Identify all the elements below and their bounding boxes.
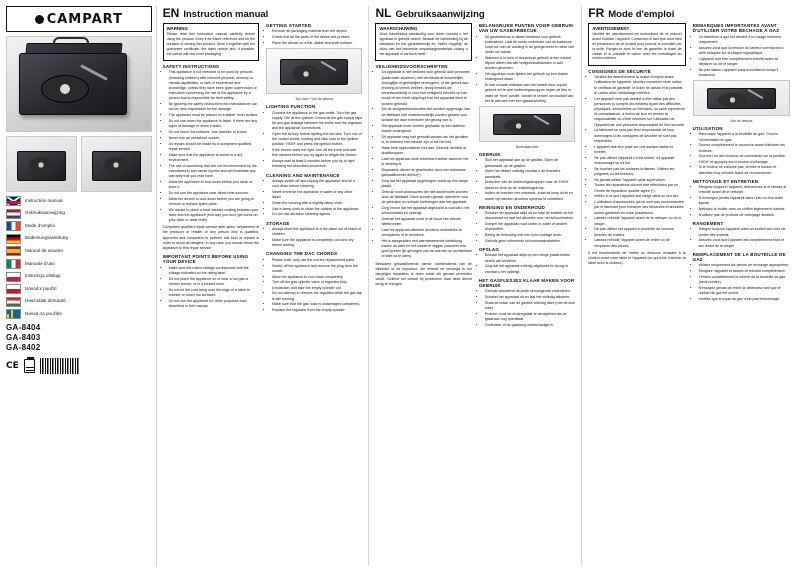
nl-section-heading: REINIGING EN ONDERHOUD xyxy=(478,204,545,210)
fr-heading xyxy=(588,6,790,20)
list-item: • Er kan schade ontstaan aan het toestel door onjuist gebruik en te veel bedieningsknoppen tegen de fles in vaste de 'front' positie, zonder te breken de koolstof van het te warmen met een gasaansluiting. xyxy=(485,83,575,104)
nl-section-use xyxy=(479,152,575,202)
brand-name: CAMPART xyxy=(46,11,123,27)
nl-section-list xyxy=(479,35,575,104)
list-item: • Gebruik geen schurende schoonmaakmiddelen. xyxy=(485,239,575,244)
list-item: • We advise to place a heat insulant coating between your table and the appliance (this way you don't get burns on your table or table cloth). xyxy=(169,208,259,224)
list-item: • This appliance is not intended to be used by persons (including children) with reduced physical, sensory or mental capabilities, or lack of experience and knowledge, unless they have been given supervision or instruction concerning the use of the appliance by a person that is responsible for their safety. xyxy=(169,70,259,101)
product-photo-thumb-1 xyxy=(6,136,77,192)
list-item: • Veillez à ce que l'appareil soit rangé dans un lieu sec. xyxy=(594,194,685,199)
en-section-heading: SAFETY INSTRUCTIONS xyxy=(162,63,220,69)
en-section-heading: CLEANING AND MAINTENANCE xyxy=(266,172,340,178)
en-section-safety xyxy=(163,64,259,251)
nl-section-heading: OPSLAG xyxy=(478,247,500,253)
list-item: • Indien de brander niet ontsteekt, draai de knop dicht en wacht vijf minuten alvorens opnieuw te ontsteken. xyxy=(485,191,575,201)
product-photo-thumb-2 xyxy=(81,136,152,192)
list-item: • Allow the device to cool down before you are going to remove or replace spare parts. xyxy=(169,197,259,207)
language-item xyxy=(6,209,152,219)
list-item: • Always store the appliance in a dry place out of reach of children. xyxy=(272,227,362,237)
brand-logo xyxy=(6,6,152,32)
nl-figure-caption: Bovenaanzicht xyxy=(515,144,539,149)
nl-section-list xyxy=(479,289,575,328)
list-item: • Reparaties dienen te geschieden door een bekwame gekwalificeerde dienst(*). xyxy=(381,168,471,178)
list-item: • Assurez-vous que la tension du secteur correspond à celle indiquée sur la plaque signalétique. xyxy=(699,46,790,56)
en-section-footnote: Competent qualified repair service after sales: department of the producer or retailer or any person who is qualified, approved and competent to perform this kind of repairs in order to avoid all dangers. In any case you should return the appliance to this repair service. xyxy=(162,225,260,250)
fr-section-cleaning xyxy=(693,179,790,218)
list-item: • Place the device on a flat, stable and level surface. xyxy=(272,41,362,46)
list-item: • Assurez-vous que l'appareil est complètement froid et sec avant de le ranger. xyxy=(699,238,790,248)
language-label: Mode d'emploi xyxy=(25,222,55,228)
en-section-list xyxy=(266,29,362,46)
list-item: • Make sure the mains voltage corresponds with the voltage indicated on the rating label. xyxy=(169,266,259,276)
fr-section-heading: REMPLACEMENT DE LA BOUTEILLE DE GAZ xyxy=(692,251,786,262)
list-item: • N'immergez jamais l'appareil dans l'eau ou tout autre liquide. xyxy=(699,196,790,206)
list-item: • Ce barbecue à gaz est destiné à un usage extérieur uniquement. xyxy=(699,35,790,45)
nl-section-storage xyxy=(479,247,575,275)
nl-body xyxy=(375,23,575,328)
list-item: • If the burner does not light, turn off the knob and wait five minutes before you try again to relight the burner. xyxy=(272,148,362,158)
list-item: • L'utilisation d'accessoires qui ne sont pas recommandés par le fabricant peut entraîner des blessures et annulera toutes garanties en votre possession. xyxy=(594,200,685,216)
fr-section-footnote: Il est recommandé de mettre un dessous résistant à la chaleur entre votre table et l'appareil (ce qui évite d'abîmer la table avec la chaleur). xyxy=(588,250,686,266)
list-item: • Éteignez toujours l'appareil, débranchez-le et laissez-le refroidir avant de le nettoyer. xyxy=(699,185,790,195)
list-item: • Veuillez lire attentivement la notice d'emploi avant l'utilisation de l'appareil. Veuillez conserver cette notice, le certificat de garantie, le ticket de caisse et si possible, le carton avec l'emballage intérieur. xyxy=(594,75,685,96)
fr-body xyxy=(588,23,790,302)
list-item: • Ouvrez complètement le couvercle avant d'allumer les brûleurs. xyxy=(699,143,790,153)
language-item xyxy=(6,272,152,282)
weee-bin-icon xyxy=(24,359,35,373)
language-label: Instruction manual xyxy=(25,197,63,203)
flag-hu-icon xyxy=(6,297,21,307)
list-item: • Never immerse the appliance in water or any other liquid. xyxy=(272,190,362,200)
flag-it-icon xyxy=(6,259,21,269)
list-item: • Si le brûleur ne s'allume pas, fermez le bouton et attendez cinq minutes avant de recommencer. xyxy=(699,165,790,175)
list-item: • All repairs should be made by a competent qualified repair service. xyxy=(169,142,259,152)
list-item: • Laat het apparaat afkoelen alvorens onderdelen te verwijderen of te monteren. xyxy=(381,228,471,238)
list-item: • Do not place the appliance on or near a hot gas or electric burner, or in a heated oven. xyxy=(169,277,259,287)
list-item: • Laissez refroidir l'appareil avant de retirer ou de remplacer des pièces. xyxy=(594,238,685,248)
mini-disc-shape xyxy=(29,157,53,173)
list-item: • Connect the appliance to the gas bottle. Turn the gas supply 'ON' at the cylinder. Check all the gas supply taps for any gas leakage between the bottle and the regulator and the appliance connections. xyxy=(272,111,362,132)
en-figure-caption: Top view / Vue du dessus xyxy=(295,97,334,102)
fr-figure-caption: Vue du dessus xyxy=(730,118,753,123)
list-item: • Gebruik het apparaat nooit in de buurt van directe hittebronnen. xyxy=(381,217,471,227)
list-item: • N'essayez jamais de retirer le détendeur tant que le robinet de gaz est ouvert. xyxy=(699,286,790,296)
logo-dot-icon xyxy=(35,15,44,24)
list-item: • Draai één van de bedieningsknoppen naar de 'HIGH' stand en druk op de ontstekingsknop. xyxy=(485,180,575,190)
list-item: • Allow the appliance to cool down before you clean or store it. xyxy=(169,180,259,190)
list-item: • Make sure the appliance is completely cool and dry before storing. xyxy=(272,238,362,248)
nl-title: Gebruiksaanwijzing xyxy=(395,9,485,20)
list-item: • N'utilisez pas de produits de nettoyage abrasifs. xyxy=(699,213,790,218)
nl-section-cleaning xyxy=(479,205,575,244)
nl-heading xyxy=(375,6,575,20)
fr-warning-box xyxy=(588,23,685,66)
nl-warning-text: Deze handleiding aandachtig door lezen voordat u het apparaat in gebruik neemt. Bewaar de handleiding bij de kassabon en het garantiebewijs en, indien mogelijk, de doos met het binnenste verpakkingsmateriaal zolang u het apparaat in uw bezit heeft. xyxy=(379,32,468,56)
list-item: • Dompel het apparaat nooit onder in water of andere vloeistoffen. xyxy=(485,222,575,232)
list-item: • Het apparaat moet worden geplaatst op een stabiele, vlakke ondergrond. xyxy=(381,124,471,134)
list-item: • Make sure that the appliance is stored in a dry environment. xyxy=(169,153,259,163)
list-item: • Bewaar het apparaat altijd op een droge plaats buiten bereik van kinderen. xyxy=(485,253,575,263)
list-item: • Do not use abrasive cleaning agents. xyxy=(272,212,362,217)
en-language-code: EN xyxy=(162,6,180,20)
en-section-heading: GETTING STARTED xyxy=(266,23,312,28)
list-item: • Als de veiligheidsinstructies niet worden opgevolgd, kan de fabrikant niet verantwoordelijk worden gesteld voor schade die daar eventueel het gevolg van is. xyxy=(381,107,471,123)
list-item: • Ne pas utiliser l'appareil s'il est tombé, s'il apparaît endommagé ou s'il fuit. xyxy=(594,156,685,166)
list-item: • Ne pas utiliser cet appareil à proximité de sources directes de chaleur. xyxy=(594,227,685,237)
list-item: • Éteignez l'appareil et laissez-le refroidir complètement. xyxy=(699,269,790,274)
flag-nl-icon xyxy=(6,209,21,219)
list-item: • Dit gasbarbecue is alleen bestemd voor gebruik buitenshuis. Laat de ronde onderkant van de barbecue nooit toe met de voeding in de gelegenheid en deze niet onder uw hoede. xyxy=(485,35,575,56)
fr-language-code: FR xyxy=(588,6,605,20)
fr-section-list xyxy=(693,263,790,302)
flag-gb-icon xyxy=(6,196,21,206)
list-item: • Fermez complètement le robinet de la bouteille de gaz (sens horaire). xyxy=(699,275,790,285)
product-column xyxy=(6,6,156,566)
ce-mark-icon: CE xyxy=(6,361,19,372)
product-thumbnails xyxy=(6,136,152,192)
en-warning-box xyxy=(163,23,259,61)
list-item: • Zorg dat het apparaat volledig afgekoeld en droog is voordat u het opbergt. xyxy=(485,264,575,274)
model-number: GA-8404 xyxy=(6,323,41,333)
language-label: Manual de usuario xyxy=(25,248,63,254)
en-section-important xyxy=(163,254,259,309)
list-item: • Dit apparaat is niet bedoeld voor gebruik door personen (waaronder kinderen) met verminderde lichamelijke, zintuiglijke of geestelijke vermogens, of die gebrek aan ervaring of kennis hebben, tenzij iemand die verantwoordelijk is voor hun veiligheid toezicht op hen houdt of hen heeft uitgelegd hoe het apparaat dient te worden gebruikt. xyxy=(381,70,471,106)
en-section-heading: IMPORTANT POINTS BEFORE USING YOUR DEVICE xyxy=(162,254,249,265)
list-item: • Never use an unearthed socket. xyxy=(169,136,259,141)
nl-section-important xyxy=(479,23,575,149)
language-label: Návod na použitie xyxy=(25,311,62,317)
list-item: • Do not use the appliance for other purposes than described in this manual. xyxy=(169,299,259,309)
list-item: • Schakel het apparaat uit en laat het volledig afkoelen. xyxy=(485,295,575,300)
fr-section-gas xyxy=(693,252,790,302)
en-section-heading: LIGHTING FUNCTION xyxy=(266,104,316,110)
language-column-nl xyxy=(368,6,581,566)
list-item: • Laissez refroidir l'appareil avant de le nettoyer ou de le ranger. xyxy=(594,216,685,226)
en-section-list xyxy=(163,70,259,223)
fr-section-heading: REMARQUES IMPORTANTES AVANT D'UTILISER VOTRE BÉCHAGE À GAZ xyxy=(692,23,780,34)
nl-section-footnote: Bekwame gekwalificeerde dienst: klantendienst van de fabrikant of de importeur, die erkend en bevoegd is om dergelijke reparaties te doen zodat elk gevaar vermeden wordt. Gelieve het toestel bij problemen naar deze dienst terug te brengen. xyxy=(375,261,472,287)
list-item: • Zorg ervoor dat het apparaat afgekoeld is voordat u het schoonmaakt en opbergt. xyxy=(381,206,471,216)
fr-section-list xyxy=(693,185,790,218)
en-section-list xyxy=(266,179,362,218)
language-label: Instrukcja obsługi xyxy=(25,273,61,279)
nl-device-diagram xyxy=(479,106,575,142)
fr-section-heading: RANGEMENT xyxy=(692,221,724,227)
list-item: • The use of accessory that are not recommended by the manufacturer can cause injuries and will invalidate any warranty that you may have. xyxy=(169,164,259,180)
flag-cz-icon xyxy=(6,284,21,294)
list-item: • Toutes les réparations doivent être effectuées par un Centre de réparation qualifié agréé (*). xyxy=(594,183,685,193)
en-section-changing xyxy=(266,251,362,313)
nl-warning-box xyxy=(375,23,471,61)
barcode-icon xyxy=(40,358,80,374)
en-body xyxy=(163,23,363,314)
columns-container xyxy=(6,6,796,566)
list-item: • Le fabricant ne sera pas tenu responsable de tous dommages si les consignes de sécurité ne sont pas respectées. xyxy=(594,128,685,144)
en-device-diagram xyxy=(266,48,362,94)
list-item: • Replace the regulator from the empty cylinder. xyxy=(272,308,362,313)
fr-title: Mode d'emploi xyxy=(608,9,675,20)
list-item: • Do not use the appliance near direct heat sources. xyxy=(169,191,259,196)
list-item: • Remove all packaging material from the device. xyxy=(272,29,362,34)
language-item xyxy=(6,309,152,319)
list-item: • Wanneer u in huis of binnenhuis gebruik is een toestel blijven alleen dat alle veiligheidsafstanden in acht worden genomen. xyxy=(485,56,575,72)
list-item: • Do not touch hot surfaces. Use handles or knobs. xyxy=(169,130,259,135)
list-item: • Allow the appliance to cool down completely. xyxy=(272,275,362,280)
en-section-storage xyxy=(266,221,362,249)
en-section-heading: CHANGING THE DAC CHORDS xyxy=(266,251,338,257)
list-item: • Dit apparaat mag niet gebruikt worden als het gevallen is, er tekenen van schade zijn of als het lekt. xyxy=(381,135,471,145)
list-item: • Always switch off and unplug the appliance and let it cool down before cleaning. xyxy=(272,179,362,189)
list-item: • Gebruik uitsluitend de juiste vervangende onderdelen. xyxy=(485,289,575,294)
en-title: Instruction manual xyxy=(183,9,269,20)
language-label: Návod k použití xyxy=(25,285,57,291)
list-item: • By ignoring the safety instructions the manufacturer can not be held responsible for the damage. xyxy=(169,102,259,112)
en-section-getting-started xyxy=(266,23,362,101)
model-number: GA-8403 xyxy=(6,333,41,343)
en-section-list xyxy=(163,266,259,309)
flag-pl-icon xyxy=(6,272,21,282)
flag-es-icon xyxy=(6,246,21,256)
language-item xyxy=(6,234,152,244)
list-item: • Raccordez l'appareil à la bouteille de gaz. Ouvrez l'alimentation en gaz. xyxy=(699,132,790,142)
list-item: • Clean the housing with a slightly damp cloth. xyxy=(272,201,362,206)
list-item: • Utilisez uniquement les pièces de rechange appropriées. xyxy=(699,263,790,268)
platter-spindle-shape xyxy=(62,86,68,91)
en-section-list xyxy=(266,111,362,170)
list-item: • Het is aangeraden een warmtewerende bedekking tussen de tafel en het toestel te leggen (wanneer een goed ijzeren lijn gevolgen van de warmte op uw tafelblad of tafel na te laten). xyxy=(381,239,471,260)
list-item: • Raak hete oppervlakken niet aan. Gebruik hendels of draaiknoppen. xyxy=(381,146,471,156)
list-item: • L'appareil doit être complètement refroidi avant de déplacer ou de le ranger. xyxy=(699,57,790,67)
fr-section-list xyxy=(588,75,685,249)
en-warning-text: Please read this instruction manual carefully before using the product. Keep it for future reference and for the duration of owning this product. Store it together with the guarantee certificate, the sales receipt and, if possible, the carton with the inner packaging. xyxy=(166,32,256,56)
list-item: • Ne touchez pas les surfaces brûlantes. Utilisez les poignées ou les boutons. xyxy=(594,167,685,177)
fr-section-use xyxy=(693,126,790,176)
en-heading xyxy=(163,6,363,20)
language-column-fr xyxy=(581,6,796,566)
nl-section-list xyxy=(479,211,575,244)
product-photo-main xyxy=(6,36,152,132)
fr-section-storage xyxy=(693,221,790,249)
language-item xyxy=(6,297,152,307)
fr-section-heading: NETTOYAGE ET ENTRETIEN xyxy=(692,178,759,184)
list-item: • Please note: only use the correct replacement parts. xyxy=(272,258,362,263)
nl-section-list xyxy=(479,253,575,274)
en-warning-title: WARNING xyxy=(166,26,188,31)
list-item: • Rangez toujours l'appareil dans un endroit sec hors de portée des enfants. xyxy=(699,227,790,237)
list-item: • The appliance must be placed on a stable, level surface. xyxy=(169,113,259,118)
list-item: • Switch off the appliance and remove the plug from the socket. xyxy=(272,264,362,274)
list-item: • Sluit het apparaat aan op de gasfles. Open de gastoevoer op de gasfles. xyxy=(485,158,575,168)
model-numbers xyxy=(6,323,152,353)
nl-section-gas xyxy=(479,278,575,328)
compliance-marks xyxy=(6,358,152,374)
nl-section-heading: VEILIGHEIDSVOORSCHRIFTEN xyxy=(375,63,448,69)
language-item xyxy=(6,196,152,206)
list-item: • Zorg dat het apparaat opgeborgen wordt op een droge plaats. xyxy=(381,179,471,189)
language-item xyxy=(6,221,152,231)
fr-warning-text: Veuillez lire attentivement les instructions de ce manuel avant d'utiliser l'appareil. Conservez-le tant que vous êtes en possession de ce produit pour pouvoir le consulter par la suite. Rangez-le avec le bon de garantie, le ticket de caisse et si possible le carton avec les emballages au niveau intérieur. xyxy=(592,32,682,61)
list-item: • Open het deksel volledig voordat u de branders aansteekt. xyxy=(485,169,575,179)
en-section-lighting xyxy=(266,104,362,169)
nl-section-heading: BELANGRIJKE PUNTEN VOOR GEBRUIK VAN UW GASBARBECUE xyxy=(478,23,574,34)
nl-language-code: NL xyxy=(375,6,392,20)
language-item xyxy=(6,284,152,294)
fr-section-list xyxy=(693,132,790,175)
list-item: • Ne pas laisser l'appareil sans surveillance lorsqu'il fonctionne. xyxy=(699,68,790,78)
fr-section-safety xyxy=(588,69,685,267)
en-section-heading: STORAGE xyxy=(266,220,290,226)
list-item: • Check that all the parts of the device are present. xyxy=(272,35,362,40)
fr-section-list xyxy=(693,35,790,78)
case-handle-shape xyxy=(53,37,89,45)
list-item: • Do not use when the appliance is fallen, if there are any signs of damage or when it leaks. xyxy=(169,119,259,129)
nl-section-list xyxy=(479,158,575,201)
language-item xyxy=(6,259,152,269)
language-column-en xyxy=(156,6,369,566)
flag-de-icon xyxy=(6,234,21,244)
list-item: • Ne jamais utiliser l'appareil sans supervision. xyxy=(594,178,685,183)
list-item: • Het apparaat moet tijdens het gebruik op een vlakke ondergrond staan. xyxy=(485,72,575,82)
list-item: • Turn off the gas cylinder valve or regulator fully (clockwise) and take the empty cylinder out. xyxy=(272,280,362,290)
list-item: • Draai de kraan van de gasfles volledig dicht (met de klok mee). xyxy=(485,301,575,311)
list-item: • Cet appareil n'est pas destiné à être utilisé par des personnes (y compris les enfants) ayant des difficultés physiques, sensorielles ou mentales, ou sans expérience et connaissance, à moins de leur en donner la responsabilité ou d'être informés sur l'utilisation de l'appareil par une personne responsable de leur sécurité. xyxy=(594,97,685,128)
list-item: • Laat het apparaat nooit onbeheerd achter wanneer het in werking is. xyxy=(381,157,471,167)
nl-section-heading: GEBRUIK xyxy=(478,151,501,157)
fr-warning-title: AVERTISSEMENT xyxy=(592,26,630,31)
nl-section-safety xyxy=(375,64,471,288)
mini-disc-shape xyxy=(104,157,128,173)
list-item: • Do not attempt to remove the regulator while the gas tap is still running. xyxy=(272,291,362,301)
nl-warning-title: WAARSCHUWING xyxy=(379,26,418,31)
fr-device-diagram xyxy=(693,80,790,116)
list-item: • Gebruik nooit accessoires die niet aanbevolen worden door de fabrikant. Deze kunnen gevaar opleveren voor de gebruiker en schade toebrengen aan het apparaat. xyxy=(381,190,471,206)
flag-fr-icon xyxy=(6,221,21,231)
list-item: • Controleer of de gasslang onbeschadigd is. xyxy=(485,323,575,328)
en-section-cleaning xyxy=(266,173,362,218)
language-label: Bedienungsanleitung xyxy=(25,235,68,241)
list-item: • Reinig de behuizing met een licht vochtige doek. xyxy=(485,233,575,238)
list-item: • Schakel het apparaat altijd uit en haal de stekker uit het stopcontact en laat het afkoelen voor het schoonmaken. xyxy=(485,211,575,221)
en-section-list xyxy=(266,258,362,314)
list-item: • Nettoyez le boîtier avec un chiffon légèrement humide. xyxy=(699,207,790,212)
nl-section-list xyxy=(375,70,471,259)
fr-section-heading: CONSIGNES DE SÉCURITÉ xyxy=(588,68,651,74)
language-label: Használati útmutató xyxy=(25,298,66,304)
list-item: • L'appareil doit être posé sur une surface stable et nivelée. xyxy=(594,145,685,155)
language-icon-list xyxy=(6,196,152,319)
nl-section-heading: HET GASFLESJES KLAAR MAKEN VOOR GEBRUIK xyxy=(478,277,575,289)
list-item: • Tournez l'un des boutons de commande sur la position 'HIGH' et appuyez sur le bouton d'allumage. xyxy=(699,154,790,164)
list-item: • Probeer nooit de drukregelaar te verwijderen als de gaskraan nog openstaat. xyxy=(485,312,575,322)
list-item: • Open the lid fully before lighting the burners. Turn one of the control knobs, holding and click onto to the ignition position 'HIGH' and press the ignition button. xyxy=(272,132,362,148)
list-item: • Vérifiez que le tuyau de gaz n'est pas endommagé. xyxy=(699,297,790,302)
list-item: • Always wait at least 5 minutes before you try to light following the described procedure. xyxy=(272,159,362,169)
list-item: • Use a damp cloth to clean the outside of the appliance. xyxy=(272,207,362,212)
model-number: GA-8402 xyxy=(6,343,41,353)
flag-sk-icon xyxy=(6,309,21,319)
fr-section-list xyxy=(693,227,790,248)
list-item: • Make sure that the gas hose is undamaged completely. xyxy=(272,302,362,307)
language-item xyxy=(6,246,152,256)
fr-section-heading: UTILISATION xyxy=(692,125,723,131)
language-label: Gebruiksaanwijzing xyxy=(25,210,65,216)
language-label: Manuale d'uso xyxy=(25,260,55,266)
fr-section-important xyxy=(693,23,790,123)
list-item: • Do not let the cord hang over the edge of a table or counter or touch hot surfaces. xyxy=(169,288,259,298)
en-section-list xyxy=(266,227,362,248)
